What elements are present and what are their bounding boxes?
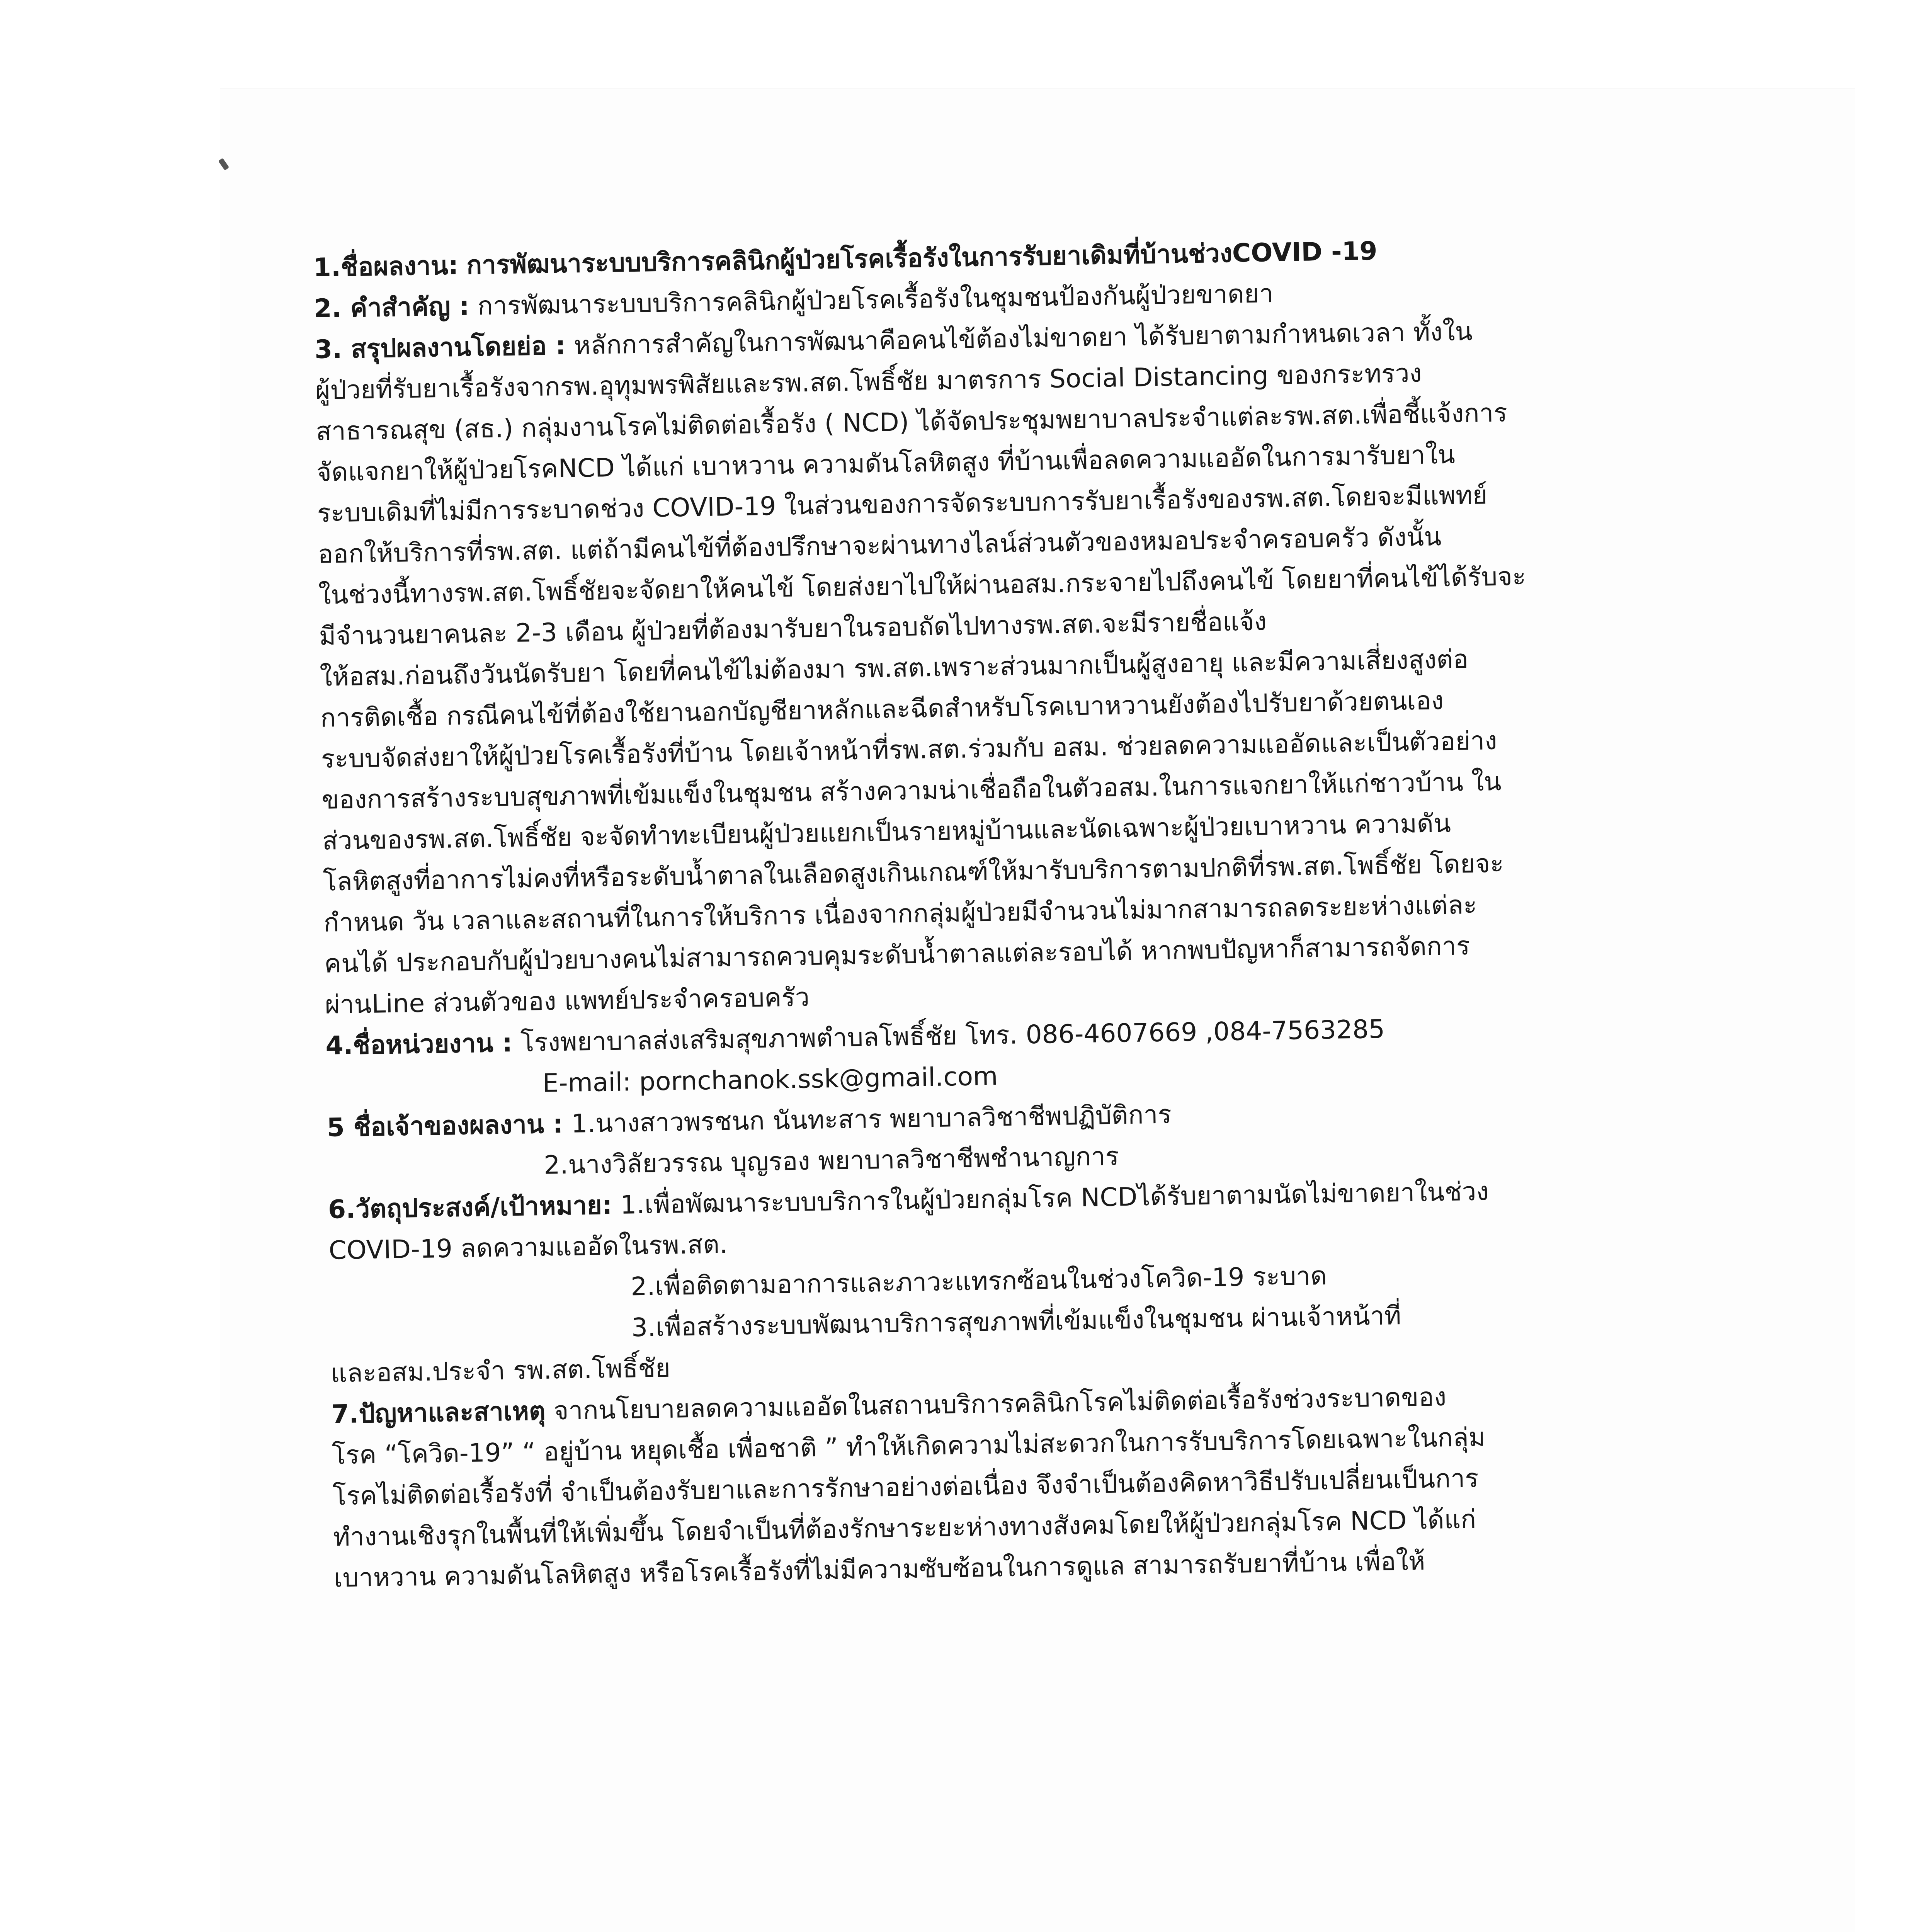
section-6-label: 6.วัตถุประสงค์/เป้าหมาย:	[328, 1190, 612, 1225]
summary-line: ระบบจัดส่งยาให้ผู้ป่วยโรคเรื้อรังที่บ้าน โดยเจ้าหน้าที่รพ.สต.ร่วมกับ อสม. ช่วยลดความแออัดและเป็นตัวอย่าง	[321, 726, 1498, 774]
summary-first-text: หลักการสำคัญในการพัฒนาคือคนไข้ต้องไม่ขาดยา ได้รับยาตามกำหนดเวลา ทั้งใน	[573, 316, 1473, 361]
summary-line: มีจำนวนยาคนละ 2-3 เดือน ผู้ป่วยที่ต้องมารับยาในรอบถัดไปทางรพ.สต.จะมีรายชื่อแจ้ง	[319, 606, 1267, 651]
summary-line: ของการสร้างระบบสุขภาพที่เข้มแข็งในชุมชน สร้างความน่าเชื่อถือในตัวอสม.ในการแจกยาให้แก่ชาวบ้าน ใน	[321, 766, 1502, 815]
problem-line: โรคไม่ติดต่อเรื้อรังที่ จำเป็นต้องรับยาและการรักษาอย่างต่อเนื่อง จึงจำเป็นต้องคิดหาวิธีปรับเปลี่ยนเป็นการ	[332, 1463, 1479, 1511]
summary-line: คนได้ ประกอบกับผู้ป่วยบางคนไม่สามารถควบคุมระดับน้ำตาลแต่ละรอบได้ หากพบปัญหาก็สามารถจัดการ	[324, 931, 1470, 979]
summary-line: สาธารณสุข (สธ.) กลุ่มงานโรคไม่ติดต่อเรื้อรัง ( NCD) ได้จัดประชุมพยาบาลประจำแต่ละรพ.สต.เพื่อชี้แจ้งการ	[315, 398, 1508, 446]
objective-2: 2.เพื่อติดตามอาการและภาวะแทรกซ้อนในช่วงโควิด-19 ระบาด	[630, 1261, 1327, 1302]
problem-first-text: จากนโยบายลดความแออัดในสถานบริการคลินิกโรคไม่ติดต่อเรื้อรังช่วงระบาดของ	[553, 1382, 1447, 1426]
agency-email: E-mail: pornchanok.ssk@gmail.com	[542, 1061, 998, 1098]
summary-line: โลหิตสูงที่อาการไม่คงที่หรือระดับน้ำตาลในเลือดสูงเกินเกณฑ์ให้มารับบริการตามปกติที่รพ.สต.โพธิ์ชัย โดยจะ	[323, 848, 1504, 897]
problem-line: เบาหวาน ความดันโลหิตสูง หรือโรคเรื้อรังที่ไม่มีความซับซ้อนในการดูแล สามารถรับยาที่บ้าน เพื่อให้	[333, 1546, 1425, 1593]
problem-line: โรค “โควิด-19” “ อยู่บ้าน หยุดเชื้อ เพื่อชาติ ” ทำให้เกิดความไม่สะดวกในการรับบริการโดยเฉพาะในกลุ่ม	[332, 1422, 1486, 1470]
work-title: การพัฒนาระบบบริการคลินิกผู้ป่วยโรคเรื้อรังในการรับยาเดิมที่บ้านช่วงCOVID -19	[466, 236, 1378, 280]
keywords-text: การพัฒนาระบบบริการคลินิกผู้ป่วยโรคเรื้อรังในชุมชนป้องกันผู้ป่วยขาดยา	[477, 278, 1274, 321]
objective-1: 1.เพื่อพัฒนาระบบบริการในผู้ป่วยกลุ่มโรค NCDได้รับยาตามนัดไม่ขาดยาในช่วง	[620, 1176, 1489, 1220]
summary-line: การติดเชื้อ กรณีคนไข้ที่ต้องใช้ยานอกบัญชียาหลักและฉีดสำหรับโรคเบาหวานยังต้องไปรับยาด้วยตนเอง	[320, 685, 1444, 733]
section-7-label: 7.ปัญหาและสาเหตุ	[331, 1396, 546, 1429]
document-body	[313, 228, 1578, 1599]
section-5-label: 5 ชื่อเจ้าของผลงาน :	[327, 1109, 563, 1143]
owner-2: 2.นางวิลัยวรรณ บุญรอง พยาบาลวิชาชีพชำนาญการ	[543, 1141, 1119, 1180]
objective-3: 3.เพื่อสร้างระบบพัฒนาบริการสุขภาพที่เข้มแข็งในชุมชน ผ่านเจ้าหน้าที่	[631, 1301, 1401, 1343]
section-3-label: 3. สรุปผลงานโดยย่อ :	[314, 330, 566, 364]
owner-1: 1.นางสาวพรชนก นันทะสาร พยาบาลวิชาชีพปฏิบัติการ	[571, 1099, 1172, 1139]
summary-line: ผู้ป่วยที่รับยาเรื้อรังจากรพ.อุทุมพรพิสัยและรพ.สต.โพธิ์ชัย มาตรการ Social Distancing ของกระทรวง	[315, 358, 1422, 405]
problem-line: ทำงานเชิงรุกในพื้นที่ให้เพิ่มขึ้น โดยจำเป็นที่ต้องรักษาระยะห่างทางสังคมโดยให้ผู้ป่วยกลุ่มโรค NCD ได้แก่	[333, 1504, 1476, 1552]
objective-1-continued: COVID-19 ลดความแออัดในรพ.สต.	[328, 1229, 728, 1265]
summary-line: ผ่านLine ส่วนตัวของ แพทย์ประจำครอบครัว	[325, 982, 810, 1020]
agency-text: โรงพยาบาลส่งเสริมสุขภาพตำบลโพธิ์ชัย โทร. 086-4607669 ,084-7563285	[520, 1014, 1385, 1058]
section-4-label: 4.ชื่อหน่วยงาน :	[325, 1028, 513, 1061]
section-1-label: 1.ชื่อผลงาน:	[313, 250, 459, 282]
summary-line: จัดแจกยาให้ผู้ป่วยโรคNCD ได้แก่ เบาหวาน ความดันโลหิตสูง ที่บ้านเพื่อลดความแออัดในการมารับยาใน	[316, 439, 1456, 487]
section-2-label: 2. คำสำคัญ :	[313, 291, 470, 323]
summary-line: ระบบเดิมที่ไม่มีการระบาดช่วง COVID-19 ในส่วนของการจัดระบบการรับยาเรื้อรังของรพ.สต.โดยจะมีแพทย์	[317, 480, 1488, 528]
summary-line: ออกให้บริการที่รพ.สต. แต่ถ้ามีคนไข้ที่ต้องปรึกษาจะผ่านทางไลน์ส่วนตัวของหมอประจำครอบครัว ดังนั้น	[317, 522, 1442, 569]
summary-line: กำหนด วัน เวลาและสถานที่ในการให้บริการ เนื่องจากกลุ่มผู้ป่วยมีจำนวนไม่มากสามารถลดระยะห่างแต่ละ	[323, 889, 1478, 938]
summary-line: ในช่วงนี้ทางรพ.สต.โพธิ์ชัยจะจัดยาให้คนไข้ โดยส่งยาไปให้ผ่านอสม.กระจายไปถึงคนไข้ โดยยาที่คนไข้ได้รับจะ	[318, 561, 1526, 610]
objective-3-continued: และอสม.ประจำ รพ.สต.โพธิ์ชัย	[330, 1353, 671, 1388]
summary-line: ให้อสม.ก่อนถึงวันนัดรับยา โดยที่คนไข้ไม่ต้องมา รพ.สต.เพราะส่วนมากเป็นผู้สูงอายุ และมีความเสี่ยงสูงต่อ	[319, 644, 1469, 692]
summary-line: ส่วนของรพ.สต.โพธิ์ชัย จะจัดทำทะเบียนผู้ป่วยแยกเป็นรายหมู่บ้านและนัดเฉพาะผู้ป่วยเบาหวาน ความดัน	[322, 808, 1451, 856]
